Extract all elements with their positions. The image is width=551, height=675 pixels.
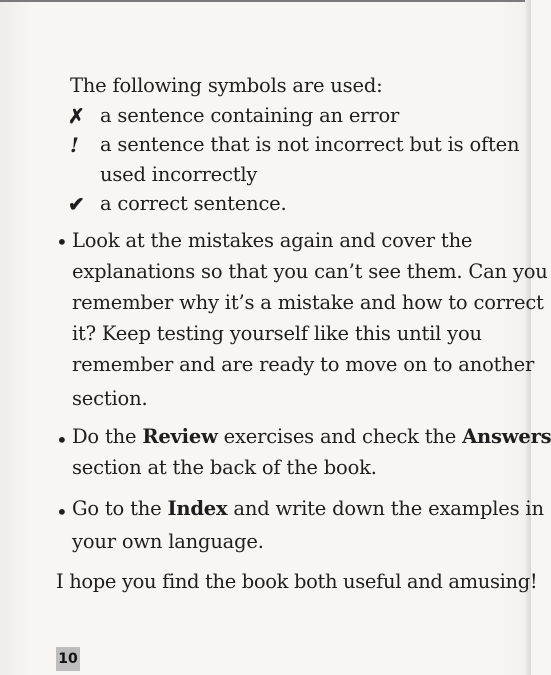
answers-keyword: Answers bbox=[462, 425, 551, 448]
index-keyword: Index bbox=[167, 497, 228, 520]
symbol-desc-often-incorrect-line2: used incorrectly bbox=[100, 163, 258, 186]
symbol-desc-correct: a correct sentence. bbox=[100, 192, 287, 215]
exclamation-mark-icon: ! bbox=[70, 133, 79, 157]
closing-text: I hope you find the book both useful and amusing! bbox=[56, 570, 538, 593]
bullet-dot: • bbox=[56, 500, 68, 524]
bullet2-line1 bbox=[72, 425, 551, 448]
bullet3-text-b: and write down the examples in bbox=[227, 497, 544, 520]
bullet2-text-a: Do the bbox=[72, 425, 143, 448]
bullet3-line1 bbox=[72, 497, 544, 520]
bullet-dot: • bbox=[56, 230, 68, 254]
bullet3-text-a: Go to the bbox=[72, 497, 168, 520]
symbol-desc-often-incorrect-line1: a sentence that is not incorrect but is often bbox=[100, 133, 520, 156]
bullet1-line4: it? Keep testing yourself like this until you bbox=[72, 322, 482, 345]
bullet1-line2: explanations so that you can’t see them. Can you bbox=[72, 260, 548, 283]
bullet2-line2: section at the back of the book. bbox=[72, 456, 377, 479]
review-keyword: Review bbox=[142, 425, 218, 448]
bullet3-line2: your own language. bbox=[72, 530, 264, 553]
bullet-dot: • bbox=[56, 428, 68, 452]
cross-mark-icon: ✗ bbox=[68, 104, 85, 128]
check-mark-icon: ✔ bbox=[68, 192, 85, 216]
bullet1-line1: Look at the mistakes again and cover the bbox=[72, 229, 473, 252]
bullet1-line5: remember and are ready to move on to another bbox=[72, 353, 535, 376]
page-top-edge bbox=[0, 0, 531, 2]
intro-text: The following symbols are used: bbox=[70, 74, 383, 97]
bullet2-text-b: exercises and check the bbox=[217, 425, 463, 448]
bullet1-line3: remember why it’s a mistake and how to correct bbox=[72, 291, 544, 314]
symbol-desc-error: a sentence containing an error bbox=[100, 104, 400, 127]
bullet1-line6: section. bbox=[72, 387, 148, 410]
page-number: 10 bbox=[56, 647, 80, 671]
